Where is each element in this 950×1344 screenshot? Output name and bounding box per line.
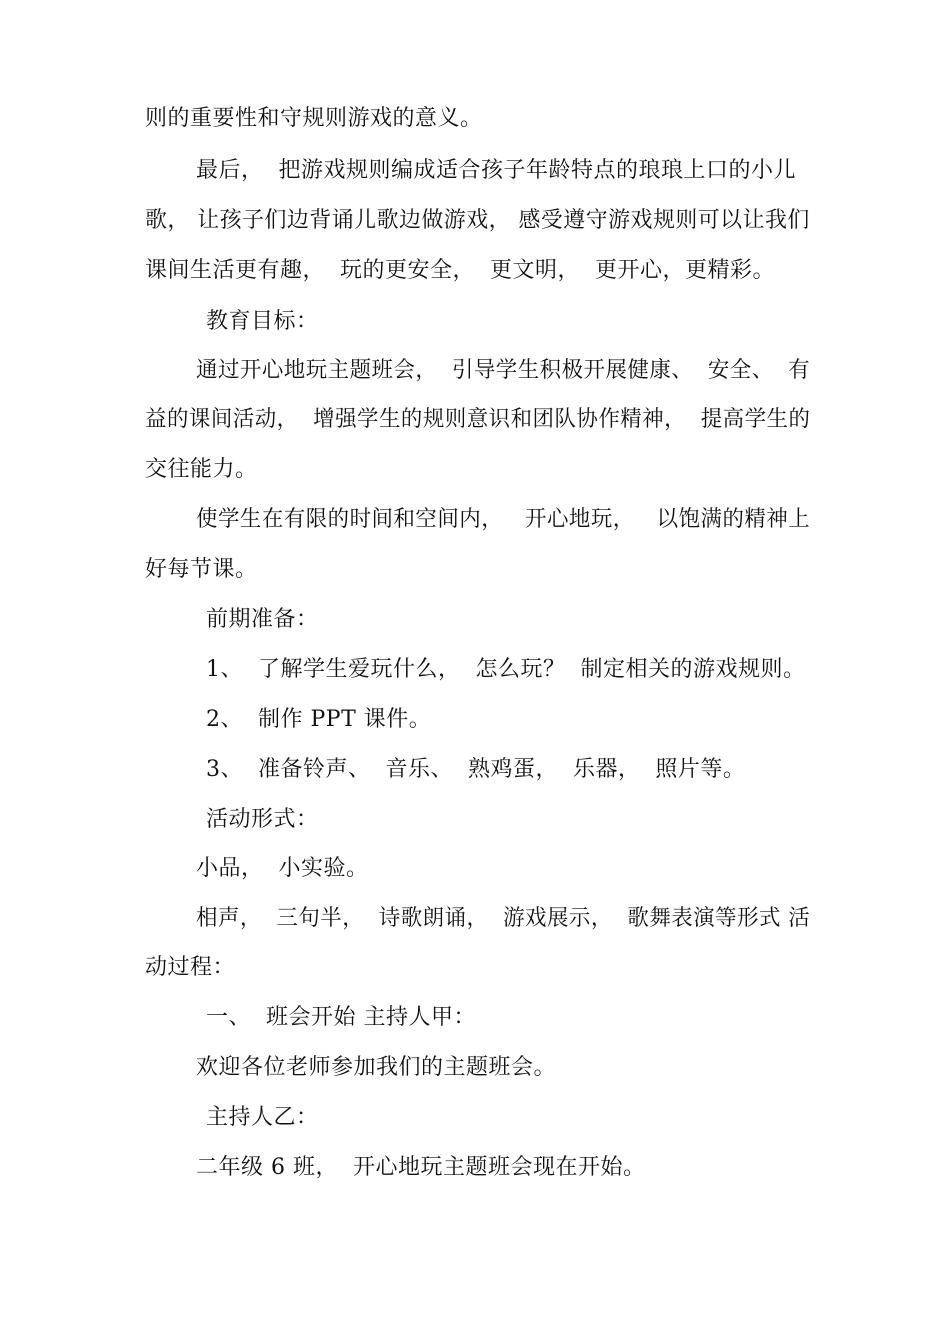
list-item-1: 1、 了解学生爱玩什么， 怎么玩？ 制定相关的游戏规则。: [206, 657, 806, 682]
text-line-6: 通过开心地玩主题班会， 引导学生积极开展健康、 安全、 有: [196, 358, 811, 383]
text-line-3: 歌， 让孩子们边背诵儿歌边做游戏， 感受遵守游戏规则可以让我们: [145, 208, 810, 233]
text-line-16: 小品， 小实验。: [196, 856, 369, 881]
list-item-3: 3、 准备铃声、 音乐、 熟鸡蛋， 乐器， 照片等。: [206, 757, 746, 782]
text-line-22: 二年级 6 班， 开心地玩主题班会现在开始。: [196, 1155, 646, 1180]
section-heading-preparation: 前期准备：: [206, 607, 319, 632]
text-line-7: 益的课间活动， 增强学生的规则意识和团队协作精神， 提高学生的: [145, 407, 811, 432]
text-line-20: 欢迎各位老师参加我们的主题班会。: [196, 1055, 557, 1080]
section-heading-forms: 活动形式：: [206, 807, 319, 832]
text-line-10: 好每节课。: [145, 557, 258, 582]
text-line-2: 最后， 把游戏规则编成适合孩子年龄特点的琅琅上口的小儿: [196, 158, 796, 183]
list-item-2: 2、 制作 PPT 课件。: [206, 707, 432, 732]
text-line-18: 动过程：: [145, 955, 236, 980]
section-heading-goals: 教育目标：: [206, 309, 319, 334]
text-line-1: 则的重要性和守规则游戏的意义。: [145, 106, 483, 131]
text-line-17: 相声， 三句半， 诗歌朗诵， 游戏展示， 歌舞表演等形式 活: [196, 906, 811, 931]
text-line-4: 课间生活更有趣， 玩的更安全， 更文明， 更开心，更精彩。: [145, 258, 775, 283]
host-b-label: 主持人乙：: [206, 1105, 319, 1130]
text-line-9: 使学生在有限的时间和空间内， 开心地玩， 以饱满的精神上: [196, 507, 811, 532]
section-heading-opening: 一、 班会开始 主持人甲：: [206, 1005, 476, 1030]
text-line-8: 交往能力。: [145, 457, 258, 482]
